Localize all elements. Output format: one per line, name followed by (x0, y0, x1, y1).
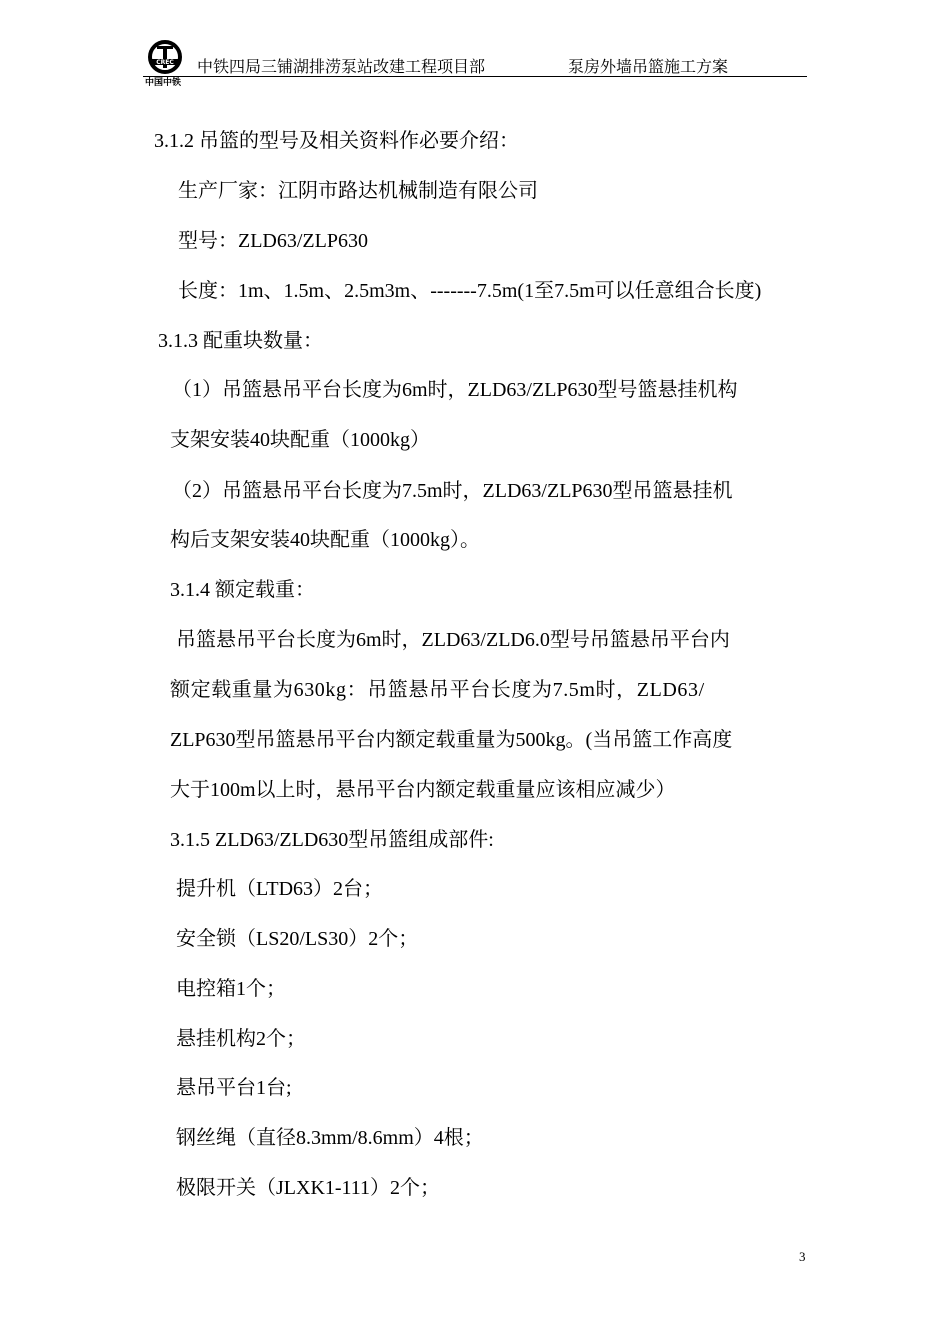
section-heading-3-1-2: 3.1.2 吊篮的型号及相关资料作必要介绍： (154, 130, 519, 152)
body-line: 型号：ZLD63/ZLP630 (178, 230, 368, 252)
section-heading-3-1-5: 3.1.5 ZLD63/ZLD630型吊篮组成部件: (170, 829, 494, 851)
body-line: （2）吊篮悬吊平台长度为7.5m时，ZLD63/ZLP630型吊篮悬挂机 (172, 480, 733, 502)
component-item: 悬挂机构2个； (176, 1028, 306, 1050)
component-item: 极限开关（JLXK1-111）2个； (176, 1177, 441, 1199)
body-line: ZLP630型吊篮悬吊平台内额定载重量为500kg。(当吊篮工作高度 (170, 729, 733, 751)
header-document-title: 泵房外墙吊篮施工方案 (568, 57, 729, 76)
body-line: 支架安装40块配重（1000kg） (170, 429, 430, 451)
body-line: 吊篮悬吊平台长度为6m时，ZLD63/ZLD6.0型号吊篮悬吊平台内 (176, 629, 730, 651)
logo-text: 中国中铁 (145, 78, 182, 88)
body-line: 构后支架安装40块配重（1000kg）。 (170, 529, 480, 551)
component-item: 钢丝绳（直径8.3mm/8.6mm）4根； (176, 1127, 484, 1149)
body-line: 长度：1m、1.5m、2.5m3m、-------7.5m(1至7.5m可以任意组合长度) (178, 280, 762, 302)
component-item: 提升机（LTD63）2台； (176, 878, 384, 900)
header-organization: 中铁四局三铺湖排涝泵站改建工程项目部 (197, 57, 486, 76)
component-item: 安全锁（LS20/LS30）2个； (176, 928, 419, 950)
section-heading-3-1-3: 3.1.3 配重块数量： (158, 330, 323, 352)
body-line: 额定载重量为630kg：吊篮悬吊平台长度为7.5m时，ZLD63/ (170, 679, 705, 701)
page-number: 3 (799, 1249, 806, 1264)
company-logo (143, 40, 187, 86)
svg-text:CREC: CREC (156, 59, 174, 66)
body-line: 大于100m以上时，悬吊平台内额定载重量应该相应减少） (170, 779, 676, 801)
body-line: 生产厂家：江阴市路达机械制造有限公司 (178, 180, 538, 202)
body-line: （1）吊篮悬吊平台长度为6m时，ZLD63/ZLP630型号篮悬挂机构 (172, 379, 738, 401)
crec-logo-icon (143, 40, 187, 76)
component-item: 悬吊平台1台; (176, 1077, 292, 1099)
component-item: 电控箱1个； (176, 978, 286, 1000)
page-header (143, 40, 807, 88)
section-heading-3-1-4: 3.1.4 额定载重： (170, 579, 315, 601)
